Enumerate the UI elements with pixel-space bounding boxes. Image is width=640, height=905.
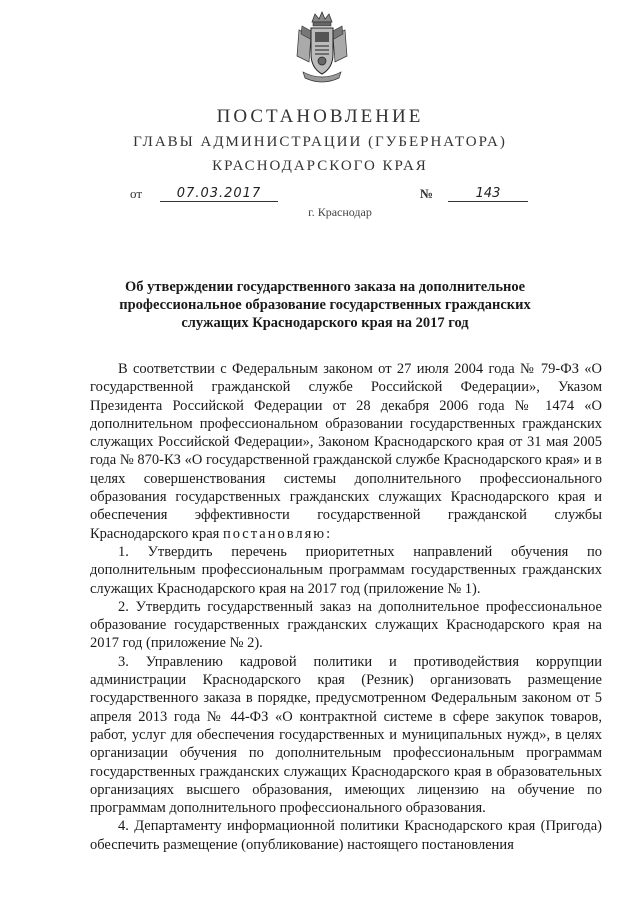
- issuer-line-2: КРАСНОДАРСКОГО КРАЯ: [212, 158, 428, 174]
- preamble-text: В соответствии с Федеральным законом от 27 июля 2004 года № 79-ФЗ «О государственной гражданской службе Российской Федерации», Указом Президента Российской Федерации от 28 декабря 2006 года № 1474 «О дополнительном профессиональном образовании государственных гражданских служащих Российской Федерации», Законом Краснодарского края от 31 мая 2005 года № 870-КЗ «О государственной гражданской службе Краснодарского края» и в целях совершенствования системы дополнительного профессионального образования государственных гражданских служащих Краснодарского края и обеспечения эффективности государственной гражданской службы Краснодарского края: [90, 361, 602, 542]
- number-label: №: [420, 186, 434, 201]
- preamble-paragraph: [90, 360, 602, 543]
- document-body: [90, 360, 602, 854]
- city-label: г. Краснодар: [308, 205, 372, 219]
- issuer-line-1: ГЛАВЫ АДМИНИСТРАЦИИ (ГУБЕРНАТОРА): [133, 134, 507, 150]
- item-2-paragraph: 2. Утвердить государственный заказ на дополнительное профессиональное образование государственных гражданских служащих Краснодарского края на 2017 год (приложение № 2).: [90, 598, 602, 652]
- item-3-paragraph: 3. Управлению кадровой политики и противодействия коррупции администрации Краснодарского края (Резник) организовать размещение государственного заказа в порядке, предусмотренном Федеральным законом от 5 апреля 2013 года № 44-ФЗ «О контрактной системе в сфере закупок товаров, работ, услуг для обеспечения государственных и муниципальных нужд», в целях организации обучения по дополнительным профессиональным программам государственных гражданских служащих Краснодарского края в образовательных организациях высшего образования, имеющих лицензию на обучение по программам дополнительного профессионального образования.: [90, 653, 602, 817]
- date-prefix: от: [130, 186, 143, 201]
- decree-word: постановляю:: [222, 525, 333, 542]
- decree-heading: ПОСТАНОВЛЕНИЕ: [216, 106, 424, 127]
- krasnodar-coat-of-arms-icon: [295, 10, 349, 86]
- document-title: Об утверждении государственного заказа на дополнительное профессиональное образование государственных гражданских служащих Краснодарского края на 2017 год: [119, 279, 531, 331]
- decree-number: 143: [448, 186, 528, 202]
- decree-date: 07.03.2017: [160, 186, 278, 202]
- item-4-paragraph: 4. Департаменту информационной политики Краснодарского края (Пригода) обеспечить размещение (опубликование) настоящего постановления: [90, 818, 602, 853]
- item-1-paragraph: 1. Утвердить перечень приоритетных направлений обучения по дополнительным профессиональным программам государственных гражданских служащих Краснодарского края на 2017 год (приложение № 1).: [90, 543, 602, 597]
